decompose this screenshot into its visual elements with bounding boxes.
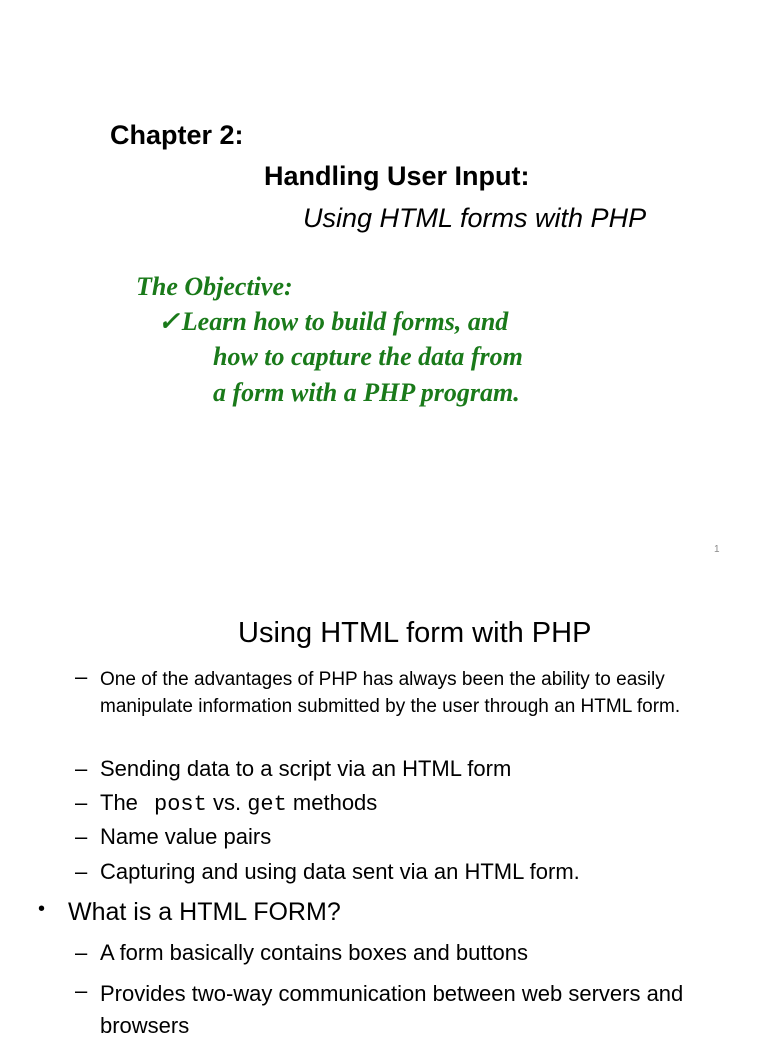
post-keyword: post (154, 792, 207, 817)
dash-marker: – (75, 978, 88, 1003)
checkmark-icon: ✓ (158, 307, 180, 336)
objective-line-2: how to capture the data from (213, 342, 523, 371)
list-item: Capturing and using data sent via an HTML form. (100, 859, 580, 884)
list-item: One of the advantages of PHP has always been the ability to easily manipulate information submitted by the user through an HTML form. (100, 669, 681, 717)
chapter-title: Chapter 2: (110, 120, 244, 150)
chapter-subtitle: Handling User Input: (264, 161, 530, 191)
methods-prefix: The (100, 790, 145, 815)
objective-heading: The Objective: (136, 272, 293, 301)
methods-suffix: methods (286, 790, 378, 815)
list-item: Name value pairs (100, 824, 272, 849)
sub-list-item: Provides two-way communication between web servers and browsers (100, 981, 684, 1038)
objective-line-3: a form with a PHP program. (213, 378, 520, 407)
dash-marker: – (75, 859, 88, 884)
bullet-marker: • (38, 898, 46, 920)
dash-marker: – (75, 790, 88, 815)
page-number: 1 (714, 544, 720, 555)
objective-line-1 (158, 307, 508, 337)
slide-title: Using HTML form with PHP (238, 617, 592, 649)
objective-line-1-text: Learn how to build forms, and (181, 307, 509, 336)
list-item: Sending data to a script via an HTML form (100, 756, 512, 781)
bullet-question: What is a HTML FORM? (68, 898, 341, 926)
get-keyword: get (247, 792, 287, 817)
dash-marker: – (75, 940, 88, 965)
list-item-methods (100, 790, 377, 817)
dash-marker: – (75, 824, 88, 849)
dash-marker: – (75, 664, 88, 689)
dash-marker: – (75, 756, 88, 781)
chapter-tagline: Using HTML forms with PHP (303, 203, 647, 233)
sub-list-item: A form basically contains boxes and buttons (100, 940, 529, 965)
methods-middle: vs. (206, 790, 248, 815)
